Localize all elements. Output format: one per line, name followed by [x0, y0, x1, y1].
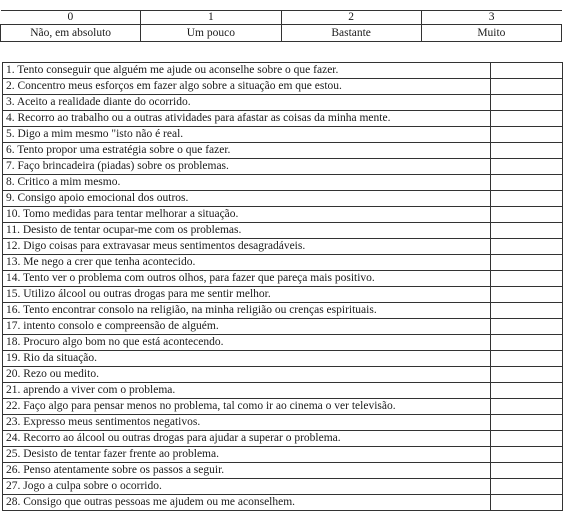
item-text: 4. Recorro ao trabalho ou a outras atividades para afastar as coisas da minha mente. — [3, 111, 491, 127]
answer-cell[interactable] — [491, 127, 563, 143]
scale-value: 3 — [421, 11, 561, 25]
item-row — [3, 127, 563, 143]
item-text: 6. Tento propor uma estratégia sobre o que fazer. — [3, 143, 491, 159]
answer-cell[interactable] — [491, 239, 563, 255]
item-text: 11. Desisto de tentar ocupar-me com os problemas. — [3, 223, 491, 239]
answer-cell[interactable] — [491, 415, 563, 431]
item-row — [3, 255, 563, 271]
answer-cell[interactable] — [491, 479, 563, 495]
item-row — [3, 63, 563, 79]
item-row — [3, 271, 563, 287]
item-text: 16. Tento encontrar consolo na religião, na minha religião ou crenças espirituais. — [3, 303, 491, 319]
item-text: 14. Tento ver o problema com outros olhos, para fazer que pareça mais positivo. — [3, 271, 491, 287]
item-row — [3, 191, 563, 207]
answer-cell[interactable] — [491, 159, 563, 175]
item-row — [3, 287, 563, 303]
answer-cell[interactable] — [491, 143, 563, 159]
item-row — [3, 447, 563, 463]
answer-cell[interactable] — [491, 255, 563, 271]
answer-cell[interactable] — [491, 79, 563, 95]
item-text: 10. Tomo medidas para tentar melhorar a situação. — [3, 207, 491, 223]
item-text: 22. Faço algo para pensar menos no problema, tal como ir ao cinema o ver televisão. — [3, 399, 491, 415]
item-text: 8. Critico a mim mesmo. — [3, 175, 491, 191]
item-text: 24. Recorro ao álcool ou outras drogas para ajudar a superar o problema. — [3, 431, 491, 447]
answer-cell[interactable] — [491, 271, 563, 287]
item-row — [3, 95, 563, 111]
item-text: 3. Aceito a realidade diante do ocorrido. — [3, 95, 491, 111]
answer-cell[interactable] — [491, 367, 563, 383]
scale-label: Um pouco — [141, 25, 281, 42]
answer-cell[interactable] — [491, 111, 563, 127]
items-body — [3, 63, 563, 511]
item-row — [3, 495, 563, 511]
item-row — [3, 111, 563, 127]
item-text: 26. Penso atentamente sobre os passos a seguir. — [3, 463, 491, 479]
response-scale — [0, 10, 562, 42]
item-row — [3, 479, 563, 495]
answer-cell[interactable] — [491, 207, 563, 223]
answer-cell[interactable] — [491, 463, 563, 479]
item-row — [3, 335, 563, 351]
scale-label: Muito — [421, 25, 561, 42]
item-text: 13. Me nego a crer que tenha acontecido. — [3, 255, 491, 271]
answer-cell[interactable] — [491, 319, 563, 335]
answer-cell[interactable] — [491, 63, 563, 79]
item-text: 2. Concentro meus esforços em fazer algo sobre a situação em que estou. — [3, 79, 491, 95]
scale-value: 2 — [281, 11, 421, 25]
item-row — [3, 175, 563, 191]
answer-cell[interactable] — [491, 495, 563, 511]
item-row — [3, 415, 563, 431]
item-row — [3, 431, 563, 447]
item-row — [3, 143, 563, 159]
item-row — [3, 319, 563, 335]
item-text: 1. Tento conseguir que alguém me ajude ou aconselhe sobre o que fazer. — [3, 63, 491, 79]
item-row — [3, 303, 563, 319]
answer-cell[interactable] — [491, 175, 563, 191]
scale-labels-row — [1, 25, 562, 42]
item-row — [3, 399, 563, 415]
answer-cell[interactable] — [491, 223, 563, 239]
item-row — [3, 463, 563, 479]
item-row — [3, 79, 563, 95]
item-row — [3, 351, 563, 367]
item-row — [3, 367, 563, 383]
scale-label: Não, em absoluto — [1, 25, 141, 42]
item-row — [3, 223, 563, 239]
item-text: 20. Rezo ou medito. — [3, 367, 491, 383]
answer-cell[interactable] — [491, 303, 563, 319]
scale-label: Bastante — [281, 25, 421, 42]
item-text: 12. Digo coisas para extravasar meus sentimentos desagradáveis. — [3, 239, 491, 255]
answer-cell[interactable] — [491, 335, 563, 351]
item-text: 19. Rio da situação. — [3, 351, 491, 367]
answer-cell[interactable] — [491, 383, 563, 399]
item-text: 25. Desisto de tentar fazer frente ao problema. — [3, 447, 491, 463]
item-text: 27. Jogo a culpa sobre o ocorrido. — [3, 479, 491, 495]
item-text: 28. Consigo que outras pessoas me ajudem ou me aconselhem. — [3, 495, 491, 511]
item-row — [3, 207, 563, 223]
answer-cell[interactable] — [491, 351, 563, 367]
item-row — [3, 239, 563, 255]
answer-cell[interactable] — [491, 447, 563, 463]
item-row — [3, 383, 563, 399]
scale-value: 1 — [141, 11, 281, 25]
item-text: 5. Digo a mim mesmo "isto não é real. — [3, 127, 491, 143]
item-text: 23. Expresso meus sentimentos negativos. — [3, 415, 491, 431]
item-text: 18. Procuro algo bom no que está acontecendo. — [3, 335, 491, 351]
item-text: 15. Utilizo álcool ou outras drogas para me sentir melhor. — [3, 287, 491, 303]
scale-values-row — [1, 11, 562, 25]
item-text: 7. Faço brincadeira (piadas) sobre os problemas. — [3, 159, 491, 175]
questionnaire-items — [2, 62, 563, 511]
answer-cell[interactable] — [491, 431, 563, 447]
item-text: 17. intento consolo e compreensão de alguém. — [3, 319, 491, 335]
item-text: 21. aprendo a viver com o problema. — [3, 383, 491, 399]
scale-value: 0 — [1, 11, 141, 25]
item-text: 9. Consigo apoio emocional dos outros. — [3, 191, 491, 207]
answer-cell[interactable] — [491, 95, 563, 111]
item-row — [3, 159, 563, 175]
answer-cell[interactable] — [491, 287, 563, 303]
answer-cell[interactable] — [491, 191, 563, 207]
answer-cell[interactable] — [491, 399, 563, 415]
